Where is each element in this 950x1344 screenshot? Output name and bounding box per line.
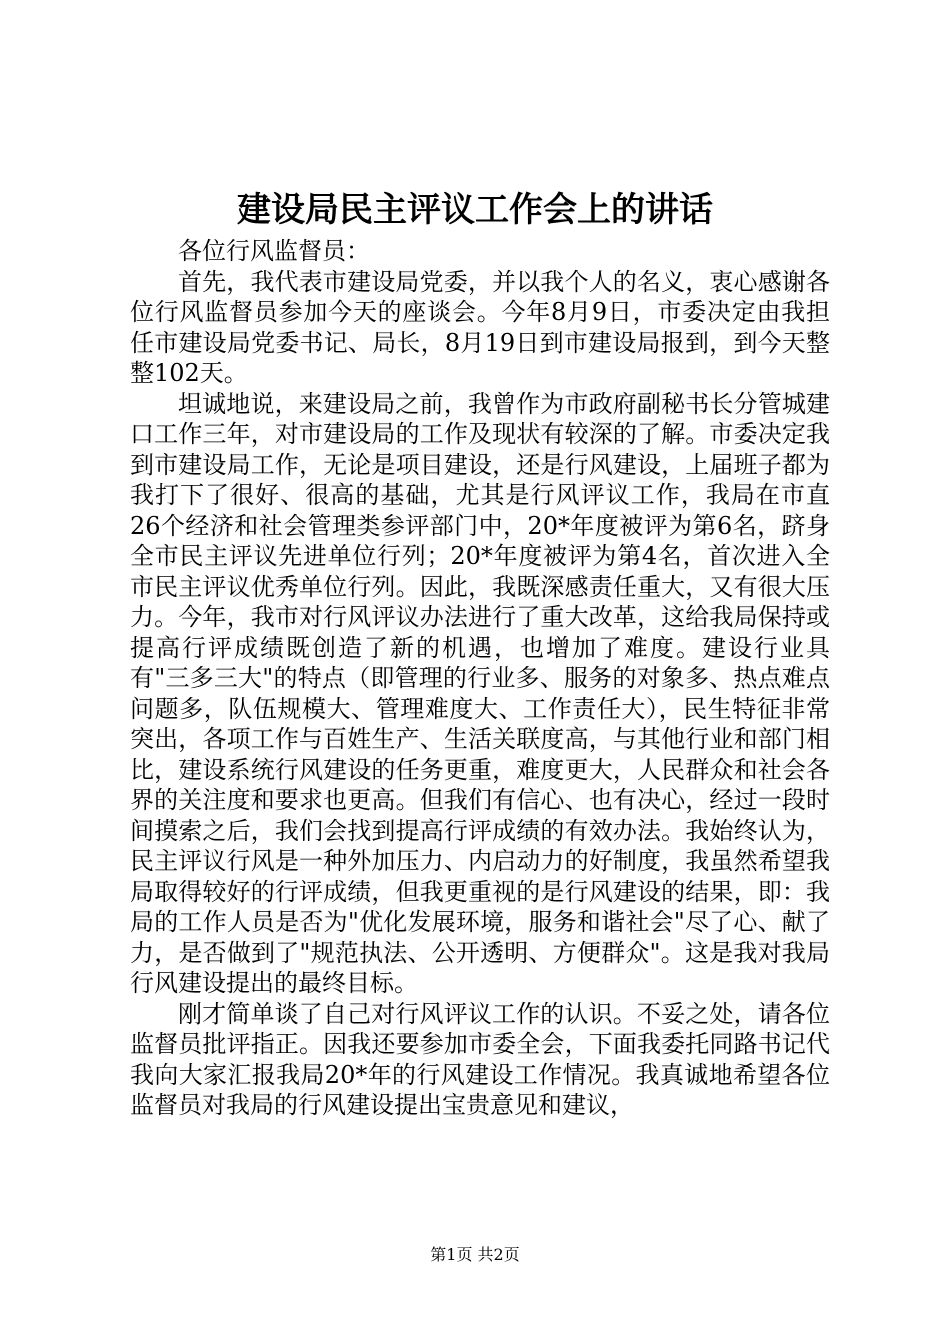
document-body <box>130 236 830 1121</box>
page-number: 第1页 共2页 <box>430 1245 520 1264</box>
page-footer <box>0 1244 950 1266</box>
document-title: 建设局民主评议工作会上的讲话 <box>237 190 713 230</box>
salutation-paragraph: 各位行风监督员： <box>178 237 370 265</box>
body-paragraph: 首先，我代表市建设局党委，并以我个人的名义，衷心感谢各位行风监督员参加今天的座谈会。今年8月9日，市委决定由我担任市建设局党委书记、局长，8月19日到市建设局报到，到今天整整102天。 <box>130 267 830 387</box>
body-paragraph: 坦诚地说，来建设局之前，我曾作为市政府副秘书长分管城建口工作三年，对市建设局的工作及现状有较深的了解。市委决定我到市建设局工作，无论是项目建设，还是行风建设，上届班子都为我打下了很好、很高的基础，尤其是行风评议工作，我局在市直26个经济和社会管理类参评部门中，20*年度被评为第6名，跻身全市民主评议先进单位行列；20*年度被评为第4名，首次进入全市民主评议优秀单位行列。因此，我既深感责任重大，又有很大压力。今年，我市对行风评议办法进行了重大改革，这给我局保持或提高行评成绩既创造了新的机遇，也增加了难度。建设行业具有"三多三大"的特点（即管理的行业多、服务的对象多、热点难点问题多，队伍规模大、管理难度大、工作责任大），民生特征非常突出，各项工作与百姓生产、生活关联度高，与其他行业和部门相比，建设系统行风建设的任务更重，难度更大，人民群众和社会各界的关注度和要求也更高。但我们有信心、也有决心，经过一段时间摸索之后，我们会找到提高行评成绩的有效办法。我始终认为，民主评议行风是一种外加压力、内启动力的好制度，我虽然希望我局取得较好的行评成绩，但我更重视的是行风建设的结果，即：我局的工作人员是否为"优化发展环境，服务和谐社会"尽了心、献了力，是否做到了"规范执法、公开透明、方便群众"。这是我对我局行风建设提出的最终目标。 <box>130 389 830 997</box>
body-paragraph: 刚才简单谈了自己对行风评议工作的认识。不妥之处，请各位监督员批评指正。因我还要参加市委全会，下面我委托同路书记代我向大家汇报我局20*年的行风建设工作情况。我真诚地希望各位监督员对我局的行风建设提出宝贵意见和建议， <box>130 999 830 1119</box>
